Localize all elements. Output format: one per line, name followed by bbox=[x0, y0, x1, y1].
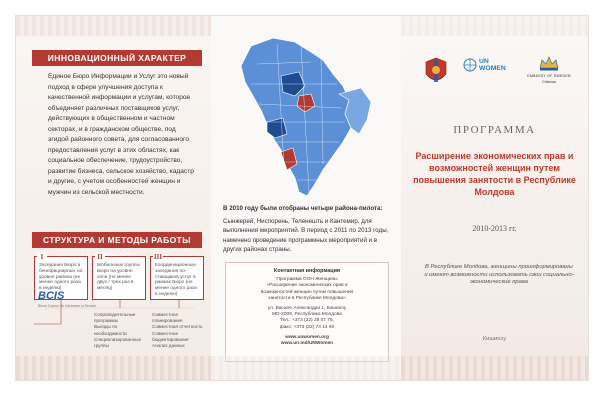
body-text: Единое Бюро Информации и Услуг это новый подход в сфере улучшения доступа к качественной информации и услугам, которое объединяет различных поставщиков услуг, действующих в общественном и частном секторах, и в гражданском обществе, под эгидой районного совета, для согласованного предоставления услуг в этих областях, как социальное обеспечение, трудоустройство, развитие бизнеса, сельское хозяйство, кадастр и другие, с учетом особенностей женщин и мужчин из сельской местности. bbox=[48, 73, 194, 196]
bottom-pattern bbox=[401, 356, 588, 380]
contact-link[interactable]: www.unwomen.org bbox=[285, 334, 329, 340]
sweden-city: Chisinau bbox=[542, 80, 556, 84]
list-item: Анализ данных bbox=[152, 343, 185, 349]
contact-line: MD-2009, Республика Молдова bbox=[272, 312, 342, 318]
list-item: Сопроводительные bbox=[94, 312, 136, 317]
contact-line: ул. Василе Александри 1, Кишинэу bbox=[267, 306, 347, 312]
top-pattern bbox=[401, 16, 588, 36]
program-label: ПРОГРАММА bbox=[453, 124, 536, 136]
contact-box bbox=[225, 262, 389, 362]
middle-panel bbox=[211, 16, 401, 380]
map-caption-heading: В 2010 году были отобраны четыре района-пилота: bbox=[223, 205, 383, 212]
list-item: необходимости bbox=[94, 330, 127, 336]
list-item: планирование bbox=[152, 318, 183, 324]
map-shape bbox=[241, 38, 351, 196]
list-item: бюджетирование bbox=[152, 336, 189, 342]
box-num: II bbox=[95, 252, 105, 262]
contact-line: факс: +373 (22) 74 14 90 bbox=[279, 324, 335, 330]
list-item: группы bbox=[94, 343, 109, 349]
bcis-logo: BCIS bbox=[38, 290, 65, 302]
moldova-map bbox=[211, 24, 401, 204]
map-region-nisporeni bbox=[267, 118, 287, 138]
right-panel bbox=[401, 16, 588, 380]
program-quote: В Республике Молдова, женщины проинформированы и имеют возможности использовать свои социально-экономические права bbox=[424, 264, 574, 286]
box-text: Координационные заседания по-ставщиков услуг в рамках Бюро (не менее одного раза в неделю) bbox=[155, 263, 197, 297]
list-item: программы bbox=[94, 318, 119, 324]
box-num: III bbox=[153, 253, 163, 261]
contact-line: занятости в Республике Молдова» bbox=[268, 295, 346, 301]
left-panel bbox=[16, 16, 211, 380]
heading-structure: СТРУКТУРА И МЕТОДЫ РАБОТЫ bbox=[32, 232, 202, 248]
contact-line: Тел.: +373 (22) 28 07 75, bbox=[280, 318, 334, 324]
box-num: I bbox=[37, 252, 47, 262]
un-emblem-icon bbox=[463, 58, 477, 72]
list-item: Совместное bbox=[152, 330, 179, 336]
sweden-logo bbox=[523, 54, 575, 88]
un-women-logo bbox=[463, 56, 506, 86]
structure-diagram bbox=[34, 248, 204, 358]
bottom-pattern bbox=[211, 356, 401, 380]
contact-title: Контактная информация bbox=[273, 268, 341, 274]
sweden-label: EMBASSY OF SWEDEN bbox=[527, 74, 571, 78]
swedish-crown-icon bbox=[538, 54, 560, 72]
contact-line: «Расширение экономических прав и bbox=[266, 283, 348, 289]
heading-innovative: ИННОВАЦИОННЫЙ ХАРАКТЕР bbox=[32, 50, 202, 66]
list-item: Выезды по bbox=[94, 324, 118, 330]
contact-link[interactable]: www.un.md/UNWomen bbox=[280, 341, 334, 347]
moldova-coat-of-arms-icon bbox=[423, 56, 449, 86]
program-title: Расширение экономических прав и возможностей женщин путем повышения занятости в Республике Молдова bbox=[413, 151, 576, 197]
map-caption-text: Сынжерей, Ниспорень, Теленешть и Кантемир, для выполнения мероприятий. В период с 2011 по 2013 годы, намечено проведение программных мероприятий и в других районах страны. bbox=[223, 217, 389, 253]
city-label: Кишинэу bbox=[482, 336, 507, 342]
un-women-label: UN WOMEN bbox=[479, 58, 506, 72]
list-coordination bbox=[152, 312, 203, 349]
box-text: Мобильные группы Бюро на уровне села (не менее двух / трех раз в месяц) bbox=[97, 263, 140, 292]
box-text: Заседания Бюро в бенефициарных на уровне района (не менее одного раза в неделю) bbox=[39, 263, 83, 292]
top-pattern bbox=[16, 16, 211, 36]
list-activities bbox=[94, 312, 141, 349]
contact-line: возможностей женщин путем повышения bbox=[260, 289, 354, 295]
program-years: 2010-2013 гг. bbox=[472, 224, 517, 233]
logo-row bbox=[401, 50, 588, 90]
bcis-subtitle: Biroul Comun de Informare și Servicii bbox=[38, 304, 96, 308]
contact-line: Программа ООН Женщины bbox=[276, 277, 338, 283]
list-item: Совместное bbox=[152, 312, 179, 317]
map-caption bbox=[223, 204, 393, 255]
list-item: Совместная отчетность bbox=[152, 324, 203, 330]
brochure bbox=[16, 16, 588, 380]
box-coordination bbox=[150, 253, 204, 300]
box-mobile-groups bbox=[92, 253, 146, 300]
bottom-pattern bbox=[16, 356, 211, 380]
list-item: Специализированные bbox=[94, 336, 142, 342]
